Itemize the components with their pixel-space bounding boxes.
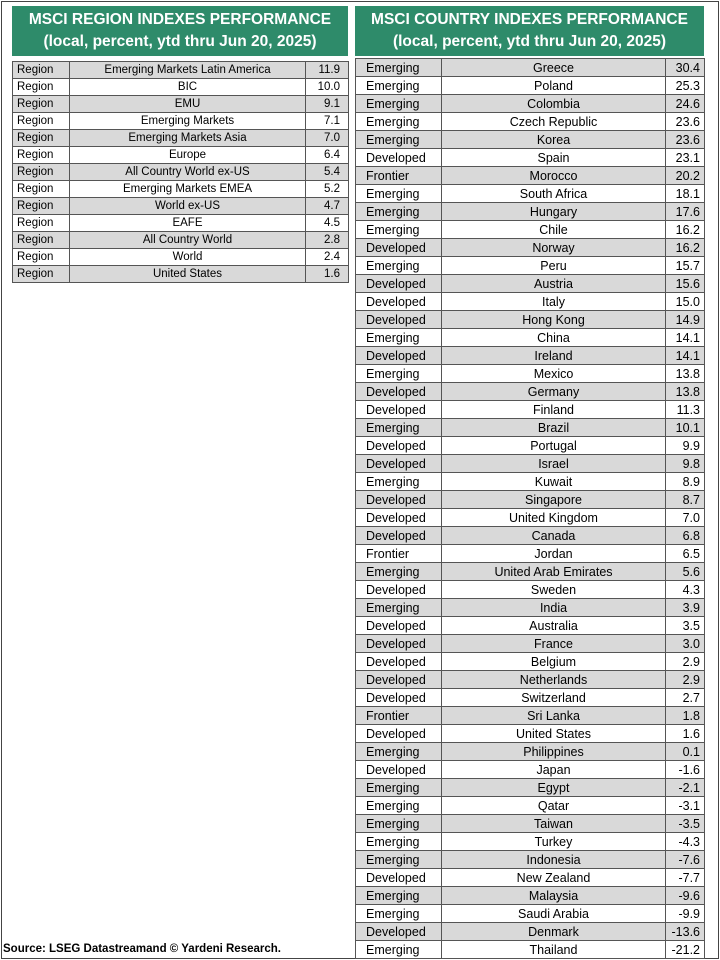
region-row: [13, 130, 349, 147]
region-row-name: World ex-US: [70, 198, 306, 215]
country-row-type: Emerging: [356, 77, 442, 95]
region-row-value: 5.4: [306, 164, 349, 181]
country-row-name: Sweden: [442, 581, 666, 599]
country-row-value: 1.6: [666, 725, 705, 743]
country-row-name: Belgium: [442, 653, 666, 671]
country-row-name: Israel: [442, 455, 666, 473]
country-row: [356, 239, 705, 257]
country-row-name: Sri Lanka: [442, 707, 666, 725]
country-row-name: United States: [442, 725, 666, 743]
country-row-value: 4.3: [666, 581, 705, 599]
region-row-type: Region: [13, 113, 70, 130]
country-row: [356, 365, 705, 383]
country-row-value: 14.1: [666, 329, 705, 347]
country-row: [356, 545, 705, 563]
country-row-value: 14.1: [666, 347, 705, 365]
country-row: [356, 635, 705, 653]
region-row-value: 4.7: [306, 198, 349, 215]
country-row-name: France: [442, 635, 666, 653]
region-row-type: Region: [13, 198, 70, 215]
country-row-value: -1.6: [666, 761, 705, 779]
country-row: [356, 293, 705, 311]
region-row-name: Emerging Markets Latin America: [70, 62, 306, 79]
country-row-name: Colombia: [442, 95, 666, 113]
country-row-type: Developed: [356, 527, 442, 545]
country-row-type: Developed: [356, 149, 442, 167]
country-row-value: 2.9: [666, 671, 705, 689]
country-row-value: 14.9: [666, 311, 705, 329]
region-row-value: 2.8: [306, 232, 349, 249]
country-row-type: Emerging: [356, 185, 442, 203]
country-row-name: Chile: [442, 221, 666, 239]
country-row-type: Emerging: [356, 131, 442, 149]
country-row-name: Philippines: [442, 743, 666, 761]
country-row-value: 6.8: [666, 527, 705, 545]
country-row-type: Developed: [356, 653, 442, 671]
country-row: [356, 923, 705, 941]
region-row: [13, 147, 349, 164]
country-row-value: 8.9: [666, 473, 705, 491]
country-row-type: Developed: [356, 581, 442, 599]
country-row: [356, 905, 705, 923]
region-row-value: 5.2: [306, 181, 349, 198]
region-row-type: Region: [13, 164, 70, 181]
country-row-value: -3.5: [666, 815, 705, 833]
country-row-type: Emerging: [356, 743, 442, 761]
country-row-value: 23.6: [666, 131, 705, 149]
country-row-type: Emerging: [356, 329, 442, 347]
country-row: [356, 581, 705, 599]
country-row: [356, 347, 705, 365]
region-row-value: 1.6: [306, 266, 349, 283]
country-row: [356, 455, 705, 473]
region-row-name: BIC: [70, 79, 306, 96]
country-row-type: Emerging: [356, 833, 442, 851]
country-row-value: 20.2: [666, 167, 705, 185]
country-row: [356, 833, 705, 851]
country-row-type: Emerging: [356, 203, 442, 221]
country-row: [356, 437, 705, 455]
country-row: [356, 725, 705, 743]
country-row-value: -13.6: [666, 923, 705, 941]
country-row-value: 25.3: [666, 77, 705, 95]
country-row-value: 13.8: [666, 383, 705, 401]
country-row-value: 0.1: [666, 743, 705, 761]
country-row-type: Developed: [356, 383, 442, 401]
country-row-name: Kuwait: [442, 473, 666, 491]
country-row-value: 9.9: [666, 437, 705, 455]
country-row: [356, 653, 705, 671]
country-row-name: Denmark: [442, 923, 666, 941]
country-row-type: Developed: [356, 491, 442, 509]
country-row-type: Developed: [356, 725, 442, 743]
country-row-type: Developed: [356, 617, 442, 635]
country-row-value: 2.9: [666, 653, 705, 671]
region-row-name: Emerging Markets Asia: [70, 130, 306, 147]
country-row-value: -4.3: [666, 833, 705, 851]
country-row-type: Emerging: [356, 779, 442, 797]
country-row-value: 5.6: [666, 563, 705, 581]
country-row-name: Finland: [442, 401, 666, 419]
country-row-value: -2.1: [666, 779, 705, 797]
country-row-value: 2.7: [666, 689, 705, 707]
country-row: [356, 671, 705, 689]
country-row-value: 18.1: [666, 185, 705, 203]
country-row-name: Peru: [442, 257, 666, 275]
region-row: [13, 181, 349, 198]
country-row: [356, 689, 705, 707]
country-row-name: Brazil: [442, 419, 666, 437]
country-row-value: 23.1: [666, 149, 705, 167]
country-row-value: -7.6: [666, 851, 705, 869]
country-row: [356, 203, 705, 221]
region-row-name: Europe: [70, 147, 306, 164]
region-row: [13, 232, 349, 249]
country-row-type: Developed: [356, 761, 442, 779]
region-row-name: All Country World: [70, 232, 306, 249]
country-table-body: [356, 59, 705, 959]
region-table-body: [13, 62, 349, 283]
country-row: [356, 869, 705, 887]
region-title-line2: (local, percent, ytd thru Jun 20, 2025): [43, 33, 317, 50]
region-row: [13, 164, 349, 181]
country-row-name: Thailand: [442, 941, 666, 959]
region-row-value: 7.0: [306, 130, 349, 147]
country-row: [356, 329, 705, 347]
country-row-name: Canada: [442, 527, 666, 545]
country-row: [356, 779, 705, 797]
country-row-value: 3.0: [666, 635, 705, 653]
country-row-value: 6.5: [666, 545, 705, 563]
country-row-type: Emerging: [356, 113, 442, 131]
country-row: [356, 527, 705, 545]
region-row-type: Region: [13, 62, 70, 79]
country-row-name: Ireland: [442, 347, 666, 365]
country-title-line1: MSCI COUNTRY INDEXES PERFORMANCE: [371, 11, 688, 28]
country-row-type: Emerging: [356, 221, 442, 239]
region-row-type: Region: [13, 79, 70, 96]
region-row: [13, 198, 349, 215]
country-row-value: -7.7: [666, 869, 705, 887]
country-row-type: Emerging: [356, 941, 442, 959]
country-row-type: Developed: [356, 635, 442, 653]
country-row-value: 3.5: [666, 617, 705, 635]
region-row-type: Region: [13, 96, 70, 113]
country-row-type: Frontier: [356, 167, 442, 185]
country-row-value: 15.0: [666, 293, 705, 311]
region-title-line1: MSCI REGION INDEXES PERFORMANCE: [28, 11, 332, 28]
region-row-value: 10.0: [306, 79, 349, 96]
country-row-value: -21.2: [666, 941, 705, 959]
country-row-type: Developed: [356, 869, 442, 887]
country-row-type: Developed: [356, 671, 442, 689]
country-row-name: India: [442, 599, 666, 617]
country-row-name: Morocco: [442, 167, 666, 185]
country-row-value: -9.9: [666, 905, 705, 923]
country-row: [356, 221, 705, 239]
country-row-type: Emerging: [356, 257, 442, 275]
region-row-name: World: [70, 249, 306, 266]
country-row-value: 23.6: [666, 113, 705, 131]
country-row: [356, 509, 705, 527]
country-row-name: Switzerland: [442, 689, 666, 707]
country-row-type: Emerging: [356, 419, 442, 437]
region-row-type: Region: [13, 130, 70, 147]
region-row: [13, 249, 349, 266]
region-table: [12, 61, 349, 283]
region-row-value: 4.5: [306, 215, 349, 232]
country-row-type: Developed: [356, 275, 442, 293]
country-row-name: Mexico: [442, 365, 666, 383]
country-row-name: Taiwan: [442, 815, 666, 833]
source-note: Source: LSEG Datastreamand © Yardeni Research.: [3, 943, 281, 955]
country-row-value: 9.8: [666, 455, 705, 473]
country-row-name: Singapore: [442, 491, 666, 509]
region-row-type: Region: [13, 249, 70, 266]
country-row-type: Emerging: [356, 59, 442, 77]
country-row-type: Frontier: [356, 545, 442, 563]
country-row: [356, 563, 705, 581]
country-row: [356, 707, 705, 725]
country-row: [356, 131, 705, 149]
country-row-type: Emerging: [356, 563, 442, 581]
country-row-value: 10.1: [666, 419, 705, 437]
country-row-type: Emerging: [356, 797, 442, 815]
region-row: [13, 96, 349, 113]
region-row-name: EMU: [70, 96, 306, 113]
country-row-type: Developed: [356, 455, 442, 473]
country-row-name: Hungary: [442, 203, 666, 221]
country-row-type: Emerging: [356, 365, 442, 383]
region-row-name: United States: [70, 266, 306, 283]
country-row-value: 30.4: [666, 59, 705, 77]
country-row-name: Poland: [442, 77, 666, 95]
region-row: [13, 215, 349, 232]
country-row-name: Italy: [442, 293, 666, 311]
country-row-name: Qatar: [442, 797, 666, 815]
country-panel-title: [355, 6, 704, 56]
region-row-value: 7.1: [306, 113, 349, 130]
country-row: [356, 257, 705, 275]
country-row-name: Germany: [442, 383, 666, 401]
region-row-name: EAFE: [70, 215, 306, 232]
region-row-name: All Country World ex-US: [70, 164, 306, 181]
country-row-name: Hong Kong: [442, 311, 666, 329]
country-row-name: Turkey: [442, 833, 666, 851]
country-row-type: Developed: [356, 239, 442, 257]
country-row-name: Saudi Arabia: [442, 905, 666, 923]
country-row-value: 24.6: [666, 95, 705, 113]
country-row-name: Czech Republic: [442, 113, 666, 131]
country-row: [356, 419, 705, 437]
country-row: [356, 383, 705, 401]
country-row-name: United Kingdom: [442, 509, 666, 527]
country-row-type: Emerging: [356, 95, 442, 113]
country-row-name: South Africa: [442, 185, 666, 203]
region-row-type: Region: [13, 181, 70, 198]
country-row: [356, 77, 705, 95]
country-row-type: Emerging: [356, 599, 442, 617]
country-row-name: Korea: [442, 131, 666, 149]
country-row-type: Developed: [356, 689, 442, 707]
country-row: [356, 851, 705, 869]
region-row: [13, 62, 349, 79]
country-row-value: 8.7: [666, 491, 705, 509]
region-row-name: Emerging Markets: [70, 113, 306, 130]
country-row-name: Austria: [442, 275, 666, 293]
country-table: [355, 58, 705, 959]
country-row-name: Egypt: [442, 779, 666, 797]
country-row-name: Australia: [442, 617, 666, 635]
country-row: [356, 59, 705, 77]
region-row-value: 9.1: [306, 96, 349, 113]
country-row-type: Developed: [356, 347, 442, 365]
country-row-value: 15.6: [666, 275, 705, 293]
region-row-type: Region: [13, 232, 70, 249]
country-row: [356, 815, 705, 833]
country-row-type: Developed: [356, 923, 442, 941]
region-row: [13, 266, 349, 283]
region-row-type: Region: [13, 266, 70, 283]
region-row-value: 2.4: [306, 249, 349, 266]
country-row: [356, 311, 705, 329]
country-row-value: 17.6: [666, 203, 705, 221]
region-row-value: 6.4: [306, 147, 349, 164]
region-panel-title: [12, 6, 348, 56]
country-row-type: Emerging: [356, 887, 442, 905]
region-row: [13, 113, 349, 130]
country-title-line2: (local, percent, ytd thru Jun 20, 2025): [392, 33, 667, 50]
country-row: [356, 743, 705, 761]
country-row-name: United Arab Emirates: [442, 563, 666, 581]
country-row-type: Developed: [356, 293, 442, 311]
country-row-type: Emerging: [356, 851, 442, 869]
country-row-value: 11.3: [666, 401, 705, 419]
country-row-value: -9.6: [666, 887, 705, 905]
country-row-name: Greece: [442, 59, 666, 77]
region-row: [13, 79, 349, 96]
country-row-name: Indonesia: [442, 851, 666, 869]
country-row: [356, 761, 705, 779]
country-row-name: Japan: [442, 761, 666, 779]
country-row-type: Developed: [356, 437, 442, 455]
country-row: [356, 797, 705, 815]
country-row-type: Emerging: [356, 473, 442, 491]
country-row-name: New Zealand: [442, 869, 666, 887]
country-row-value: 16.2: [666, 239, 705, 257]
country-row-value: 15.7: [666, 257, 705, 275]
country-row-name: Norway: [442, 239, 666, 257]
country-row-name: Spain: [442, 149, 666, 167]
region-row-value: 11.9: [306, 62, 349, 79]
country-row: [356, 167, 705, 185]
country-row: [356, 113, 705, 131]
country-row-value: 13.8: [666, 365, 705, 383]
country-row-value: -3.1: [666, 797, 705, 815]
country-row: [356, 275, 705, 293]
region-row-type: Region: [13, 147, 70, 164]
country-row-name: Jordan: [442, 545, 666, 563]
country-row-value: 7.0: [666, 509, 705, 527]
country-row-type: Emerging: [356, 815, 442, 833]
country-row: [356, 887, 705, 905]
country-row-type: Emerging: [356, 905, 442, 923]
country-row-name: Malaysia: [442, 887, 666, 905]
country-row: [356, 95, 705, 113]
country-row: [356, 149, 705, 167]
country-row: [356, 473, 705, 491]
country-row: [356, 401, 705, 419]
country-row-type: Developed: [356, 509, 442, 527]
country-row-value: 16.2: [666, 221, 705, 239]
country-row-name: Portugal: [442, 437, 666, 455]
country-row: [356, 941, 705, 959]
country-row-type: Developed: [356, 311, 442, 329]
country-row: [356, 491, 705, 509]
country-row: [356, 617, 705, 635]
country-row: [356, 599, 705, 617]
country-row-value: 3.9: [666, 599, 705, 617]
country-row-value: 1.8: [666, 707, 705, 725]
country-row-name: China: [442, 329, 666, 347]
country-row: [356, 185, 705, 203]
country-row-name: Netherlands: [442, 671, 666, 689]
region-row-type: Region: [13, 215, 70, 232]
country-row-type: Developed: [356, 401, 442, 419]
region-row-name: Emerging Markets EMEA: [70, 181, 306, 198]
country-row-type: Frontier: [356, 707, 442, 725]
